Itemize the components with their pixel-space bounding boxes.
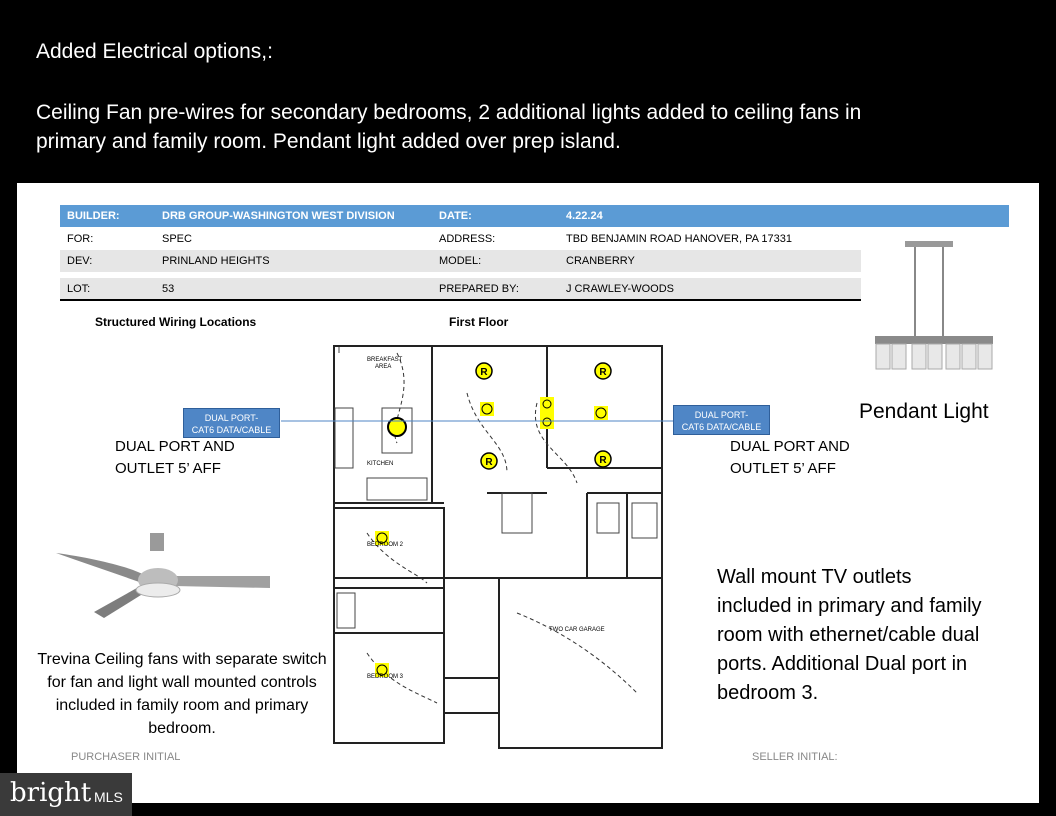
- outlet-icon: [540, 397, 554, 429]
- first-floor-title: First Floor: [449, 315, 509, 329]
- bedroom2-label: BEDROOM 2: [367, 542, 404, 548]
- bedroom3-label: BEDROOM 3: [367, 674, 404, 680]
- brand-logo: bright: [10, 778, 92, 808]
- ceiling-fan-image: [54, 528, 274, 618]
- svg-text:R: R: [480, 367, 488, 378]
- svg-text:R: R: [599, 455, 607, 466]
- breakfast-area-label: AREA: [375, 364, 392, 370]
- dual-port-box-left: DUAL PORT- CAT6 DATA/CABLE: [183, 408, 280, 438]
- address-value: TBD BENJAMIN ROAD HANOVER, PA 17331: [566, 233, 792, 245]
- connector-line: [281, 418, 676, 424]
- fan-symbol-icon: [476, 363, 492, 379]
- fan-symbol-icon: [481, 453, 497, 469]
- pendant-light-label: Pendant Light: [859, 400, 989, 423]
- intro-text: [36, 98, 1036, 156]
- svg-text:R: R: [485, 457, 493, 468]
- header-row-dev: [60, 250, 861, 272]
- address-label: ADDRESS:: [439, 233, 496, 245]
- breakfast-label: BREAKFAST: [367, 357, 403, 363]
- dual-port-box-right: DUAL PORT- CAT6 DATA/CABLE: [673, 405, 770, 435]
- garage-label: TWO CAR GARAGE: [549, 627, 605, 633]
- lot-value: 53: [162, 283, 175, 295]
- builder-label: BUILDER:: [67, 210, 120, 222]
- model-value: CRANBERRY: [566, 255, 635, 267]
- date-label: DATE:: [439, 210, 472, 222]
- floorplan-card: [17, 183, 1039, 803]
- intro-line-1: Ceiling Fan pre-wires for secondary bedrooms, 2 additional lights added to ceiling fans in: [36, 101, 862, 124]
- ceiling-fan-note: Trevina Ceiling fans with separate switch for fan and light wall mounted controls included in family room and primary bedroom.: [37, 651, 327, 737]
- date-value: 4.22.24: [566, 210, 603, 222]
- for-value: SPEC: [162, 233, 192, 245]
- dev-label: DEV:: [67, 255, 93, 267]
- ceiling-fan-icon: [480, 402, 494, 416]
- lot-label: LOT:: [67, 283, 91, 295]
- for-label: FOR:: [67, 233, 94, 245]
- tv-outlet-note: Wall mount TV outlets included in primary and family room with ethernet/cable dual ports. Additional Dual port in bedroom 3.: [717, 566, 982, 704]
- brand-mls: MLS: [94, 789, 123, 805]
- floor-plan-drawing: [327, 333, 677, 753]
- fan-symbol-icon: [595, 363, 611, 379]
- intro-line-2: primary and family room. Pendant light added over prep island.: [36, 130, 621, 153]
- dev-value: PRINLAND HEIGHTS: [162, 255, 270, 267]
- header-divider: [60, 299, 861, 301]
- dual-port-note-right: DUAL PORT AND OUTLET 5’ AFF: [730, 438, 850, 477]
- svg-text:R: R: [599, 367, 607, 378]
- header-row-lot: [60, 278, 861, 300]
- seller-initial: SELLER INITIAL:: [752, 751, 838, 763]
- builder-value: DRB GROUP-WASHINGTON WEST DIVISION: [162, 210, 395, 222]
- pendant-light-image: [870, 238, 1000, 373]
- structured-wiring-title: Structured Wiring Locations: [95, 315, 257, 329]
- header-row-builder: [60, 205, 1009, 227]
- prepared-label: PREPARED BY:: [439, 283, 519, 295]
- prepared-value: J CRAWLEY-WOODS: [566, 283, 674, 295]
- slide-title: Added Electrical options,:: [36, 40, 273, 63]
- purchaser-initial: PURCHASER INITIAL: [71, 751, 181, 763]
- dual-port-note-left: DUAL PORT AND OUTLET 5’ AFF: [115, 438, 235, 477]
- header-row-for: [60, 228, 861, 250]
- fan-symbol-icon: [595, 451, 611, 467]
- garage-outline: [499, 578, 662, 748]
- model-label: MODEL:: [439, 255, 482, 267]
- kitchen-label: KITCHEN: [367, 461, 394, 467]
